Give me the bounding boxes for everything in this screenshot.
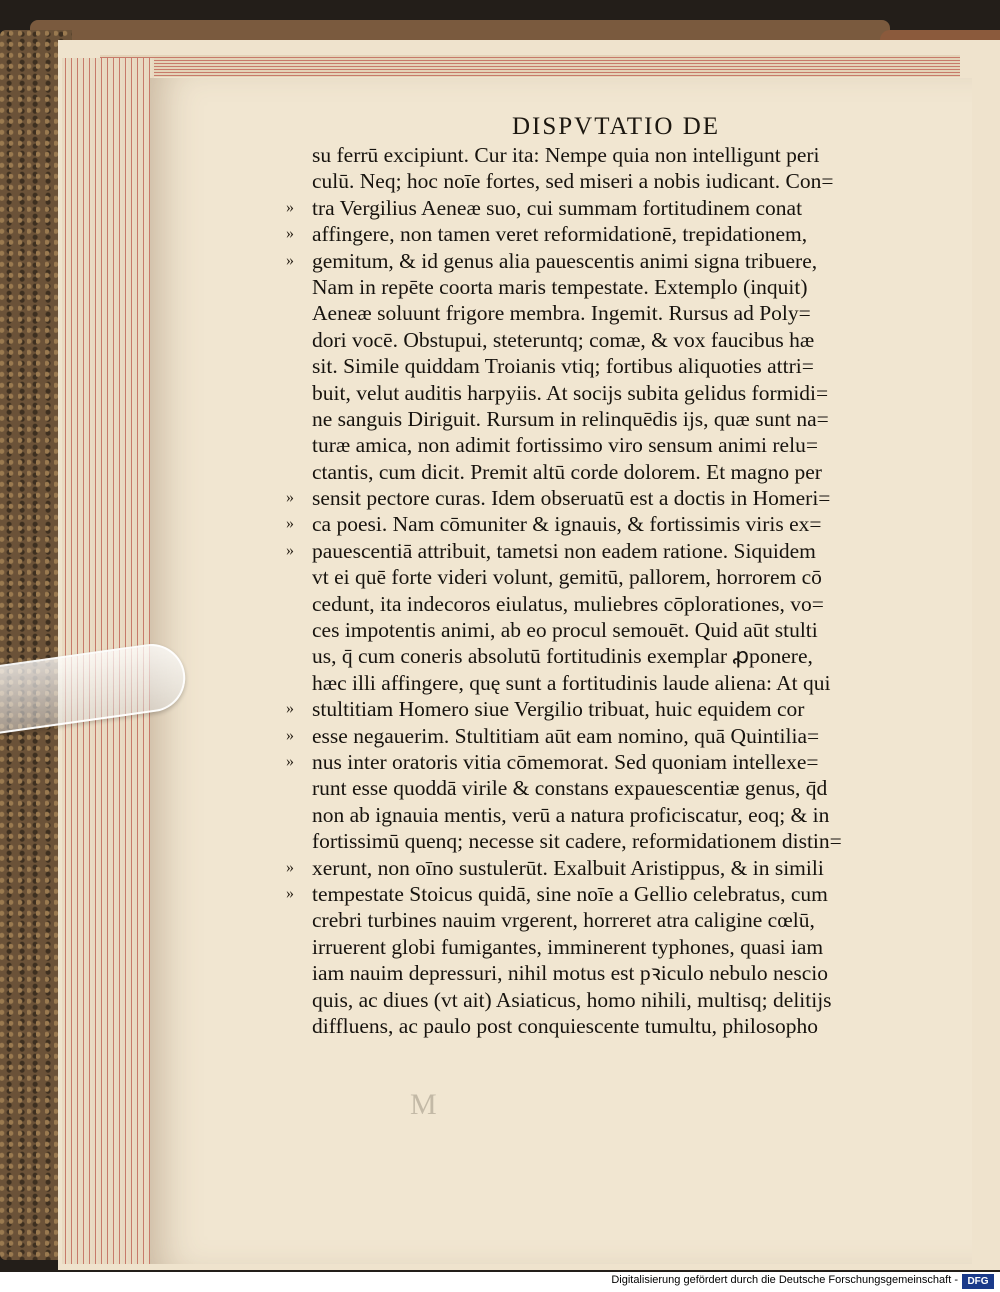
text-line <box>312 432 930 458</box>
line-text: Nam in repēte coorta maris tempestate. Extemplo (inquit) <box>312 274 808 299</box>
line-text: pauescentiā attribuit, tametsi non eadem ratione. Siquidem <box>312 538 816 563</box>
text-line <box>312 670 930 696</box>
line-text: non ab ignauia mentis, verū a natura proficiscatur, eoq; & in <box>312 802 830 827</box>
text-line <box>312 564 930 590</box>
text-line <box>312 960 930 986</box>
quotation-marker: » <box>286 700 294 718</box>
line-text: affingere, non tamen veret reformidationē, trepidationem, <box>312 222 808 247</box>
text-line <box>312 591 930 617</box>
text-line <box>312 828 930 854</box>
line-text: turæ amica, non adimit fortissimo viro sensum animi relu= <box>312 433 818 458</box>
line-text: stultitiam Homero siue Vergilio tribuat, huic equidem cor <box>312 697 805 722</box>
line-text: fortissimū quenq; necesse sit cadere, reformidationem distin= <box>312 829 842 854</box>
text-line <box>312 327 930 353</box>
quotation-marker: » <box>286 752 294 770</box>
line-text: diffluens, ac paulo post conquiescente tumultu, philosopho <box>312 1013 818 1038</box>
footer-bar <box>0 1272 1000 1292</box>
line-text: crebri turbines nauim vrgerent, horreret atra caligine cœlū, <box>312 908 815 933</box>
line-text: su ferrū excipiunt. Cur ita: Nempe quia non intelligunt peri <box>312 143 820 167</box>
dfg-logo: DFG <box>962 1274 994 1289</box>
text-line <box>312 802 930 828</box>
signature-mark: M <box>410 1088 437 1121</box>
line-text: hæc illi affingere, quę sunt a fortitudinis laude aliena: At qui <box>312 670 831 695</box>
line-text: sit. Simile quiddam Troianis vtiq; fortibus aliquoties attri= <box>312 354 814 379</box>
page-edges-top <box>100 55 960 77</box>
line-text: culū. Neq; hoc noīe fortes, sed miseri a nobis iudicant. Con= <box>312 169 834 194</box>
line-text: buit, velut auditis harpyiis. At socijs subita gelidus formidi= <box>312 380 829 405</box>
line-text: tra Vergilius Aeneæ suo, cui summam fortitudinem conat <box>312 195 803 220</box>
text-line <box>312 353 930 379</box>
line-text: ne sanguis Diriguit. Rursum in relinquēdis ijs, quæ sunt na= <box>312 406 829 431</box>
line-text: esse negauerim. Stultitiam aūt eam nomino, quā Quintilia= <box>312 723 820 748</box>
text-line <box>312 168 930 194</box>
line-text: tempestate Stoicus quidā, sine noīe a Gellio celebratus, cum <box>312 881 828 906</box>
text-line <box>312 643 930 669</box>
text-line <box>286 696 930 722</box>
quotation-marker: » <box>286 858 294 876</box>
line-text: quis, ac diues (vt ait) Asiaticus, homo nihili, multisq; delitijs <box>312 987 832 1012</box>
line-text: us, q̄ cum coneris absolutū fortitudinis exemplar ꝓponere, <box>312 644 813 669</box>
line-text: ces impotentis animi, ab eo procul semouēt. Quid aūt stulti <box>312 618 818 643</box>
quotation-marker: » <box>286 541 294 559</box>
text-line <box>286 221 930 247</box>
line-text: runt esse quoddā virile & constans expauescentiæ genus, q̄d <box>312 776 828 801</box>
line-text: dori vocē. Obstupui, steteruntq; comæ, & vox faucibus hæ <box>312 327 815 352</box>
line-text: irruerent globi fumigantes, imminerent typhones, quasi iam <box>312 934 824 959</box>
text-line <box>312 380 930 406</box>
text-line <box>312 274 930 300</box>
text-line <box>312 142 930 168</box>
line-text: sensit pectore curas. Idem obseruatū est a doctis in Homeri= <box>312 486 831 511</box>
footer-credit: Digitalisierung gefördert durch die Deutsche Forschungsgemeinschaft - <box>611 1274 958 1286</box>
line-text: nus inter oratoris vitia cōmemorat. Sed quoniam intellexe= <box>312 749 819 774</box>
text-line <box>312 987 930 1013</box>
text-line <box>312 459 930 485</box>
quotation-marker: » <box>286 489 294 507</box>
line-text: Aeneæ soluunt frigore membra. Ingemit. Rursus ad Poly= <box>312 301 811 326</box>
text-line <box>312 775 930 801</box>
quotation-marker: » <box>286 515 294 533</box>
text-line <box>312 406 930 432</box>
text-line <box>286 485 930 511</box>
text-line <box>312 300 930 326</box>
page-body-text <box>286 142 930 1039</box>
quotation-marker: » <box>286 726 294 744</box>
line-text: ctantis, cum dicit. Premit altū corde dolorem. Et magno per <box>312 459 822 484</box>
text-line <box>286 511 930 537</box>
quotation-marker: » <box>286 225 294 243</box>
text-line <box>286 195 930 221</box>
quotation-marker: » <box>286 884 294 902</box>
text-line <box>312 617 930 643</box>
quotation-marker: » <box>286 198 294 216</box>
text-line <box>312 934 930 960</box>
text-line <box>286 749 930 775</box>
text-line <box>286 538 930 564</box>
line-text: iam nauim depressuri, nihil motus est pꝛiculo nebulo nescio <box>312 961 828 986</box>
line-text: ca poesi. Nam cōmuniter & ignauis, & fortissimis viris ex= <box>312 512 822 537</box>
text-line <box>286 881 930 907</box>
running-head: DISPVTATIO DE <box>512 113 721 140</box>
text-line <box>286 855 930 881</box>
line-text: cedunt, ita indecoros eiulatus, muliebres cōplorationes, vo= <box>312 591 824 616</box>
quotation-marker: » <box>286 251 294 269</box>
text-line <box>312 1013 930 1039</box>
text-line <box>286 723 930 749</box>
line-text: vt ei quē forte videri volunt, gemitū, pallorem, horrorem cō <box>312 565 822 590</box>
line-text: gemitum, & id genus alia pauescentis animi signa tribuere, <box>312 248 818 273</box>
text-line <box>312 907 930 933</box>
line-text: xerunt, non oīno sustulerūt. Exalbuit Aristippus, & in simili <box>312 855 824 880</box>
text-line <box>286 248 930 274</box>
